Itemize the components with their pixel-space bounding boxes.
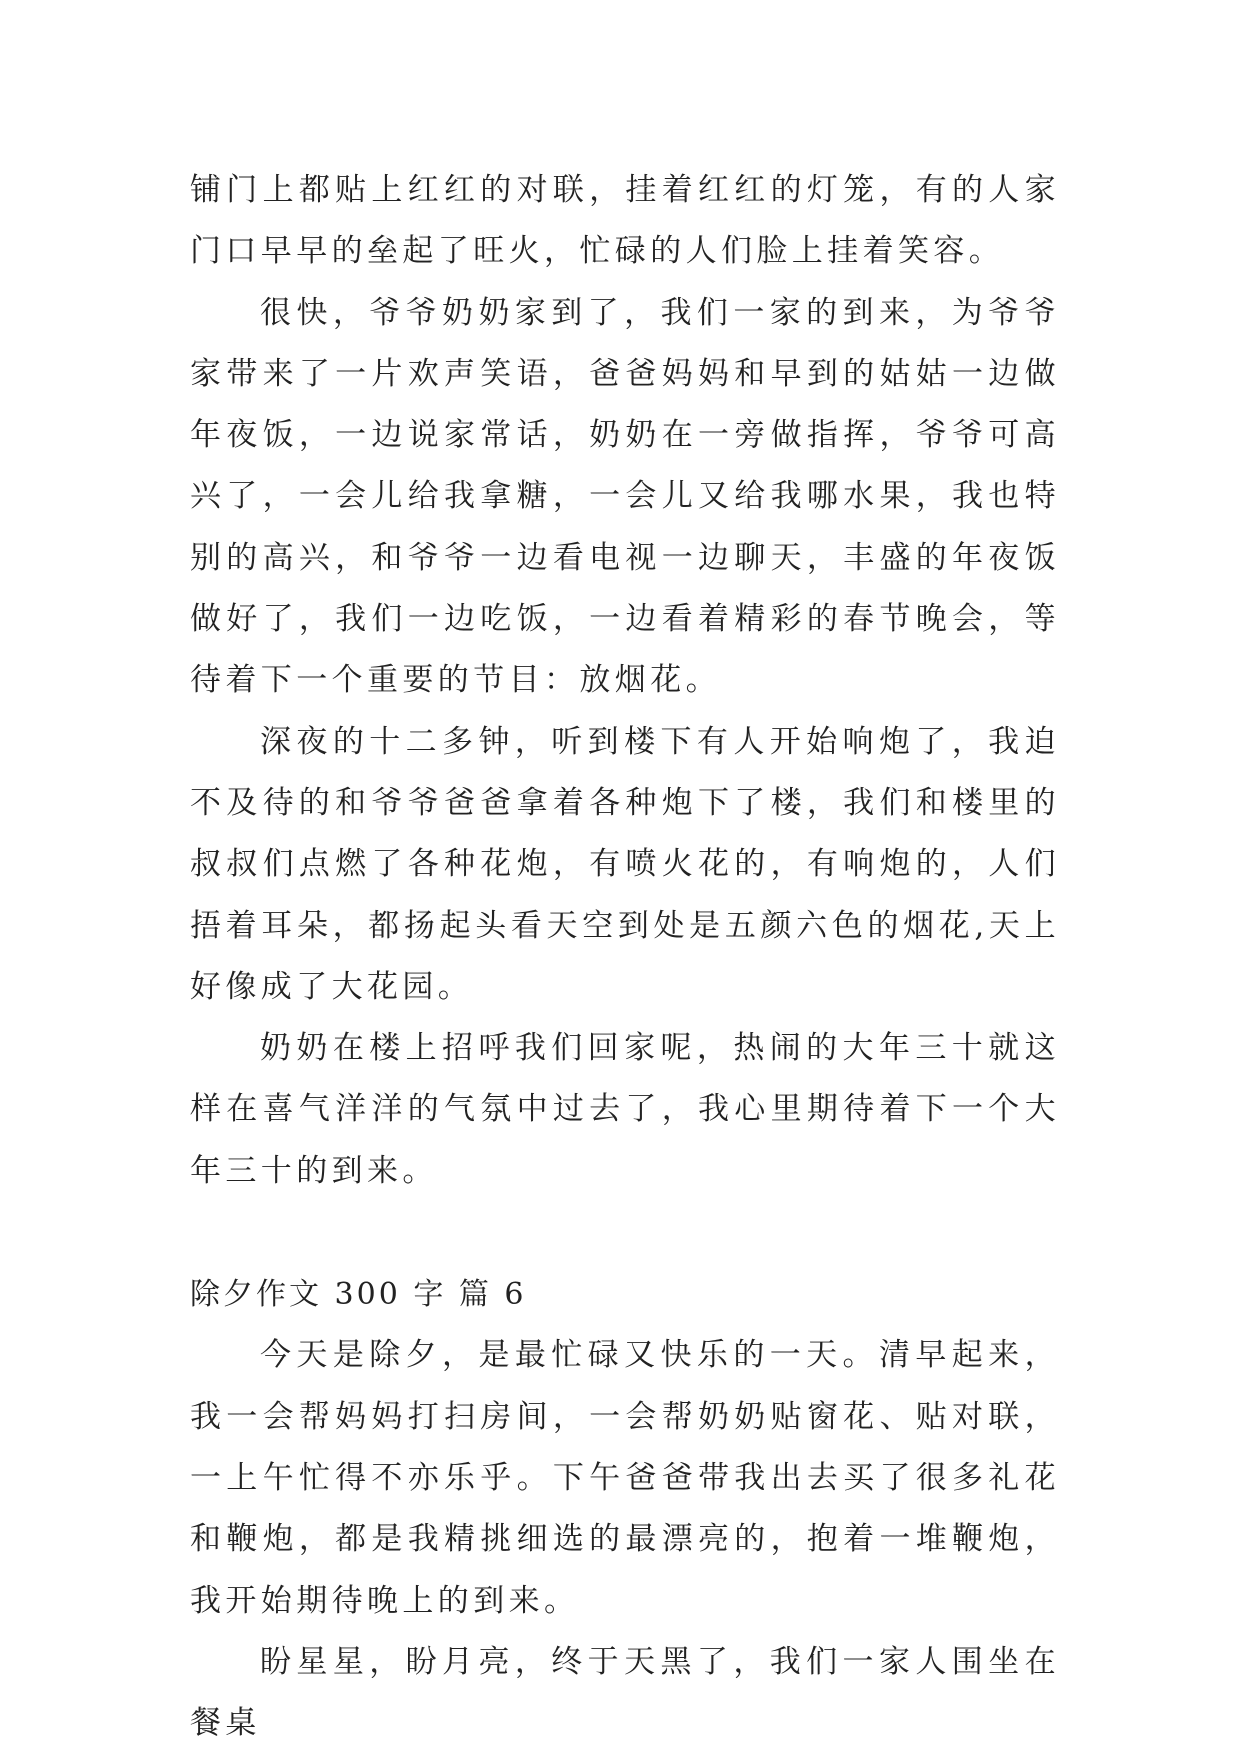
paragraph-continued: 铺门上都贴上红红的对联，挂着红红的灯笼，有的人家门口早早的垒起了旺火，忙碌的人们脸上挂着笑容。 [190, 172, 1060, 270]
paragraph-evening: 盼星星，盼月亮，终于天黑了，我们一家人围坐在餐桌 [190, 1643, 1060, 1742]
paragraph-morning: 今天是除夕，是最忙碌又快乐的一天。清早起来，我一会帮妈妈打扫房间，一会帮奶奶贴窗花、贴对联，一上午忙得不亦乐乎。下午爸爸带我出去买了很多礼花和鞭炮，都是我精挑细选的最漂亮的，抱着一堆鞭炮，我开始期待晚上的到来。 [190, 1337, 1060, 1619]
paragraph-fireworks: 深夜的十二多钟，听到楼下有人开始响炮了，我迫不及待的和爷爷爸爸拿着各种炮下了楼，我们和楼里的叔叔们点燃了各种花炮，有喷火花的，有响炮的，人们捂着耳朵，都扬起头看天空到处是五颜六色的烟花,天上好像成了大花园。 [190, 723, 1060, 1005]
paragraph-ending: 奶奶在楼上招呼我们回家呢，热闹的大年三十就这样在喜气洋洋的气氛中过去了，我心里期待着下一个大年三十的到来。 [190, 1030, 1060, 1189]
paragraph-arrival: 很快，爷爷奶奶家到了，我们一家的到来，为爷爷家带来了一片欢声笑语，爸爸妈妈和早到的姑姑一边做年夜饭，一边说家常话，奶奶在一旁做指挥，爷爷可高兴了，一会儿给我拿糖，一会儿又给我哪水果，我也特别的高兴，和爷爷一边看电视一边聊天，丰盛的年夜饭做好了，我们一边吃饭，一边看着精彩的春节晚会，等待着下一个重要的节目：放烟花。 [190, 294, 1060, 699]
essay-heading: 除夕作文 300 字 篇 6 [190, 1277, 527, 1313]
essay-body [190, 160, 1060, 1754]
